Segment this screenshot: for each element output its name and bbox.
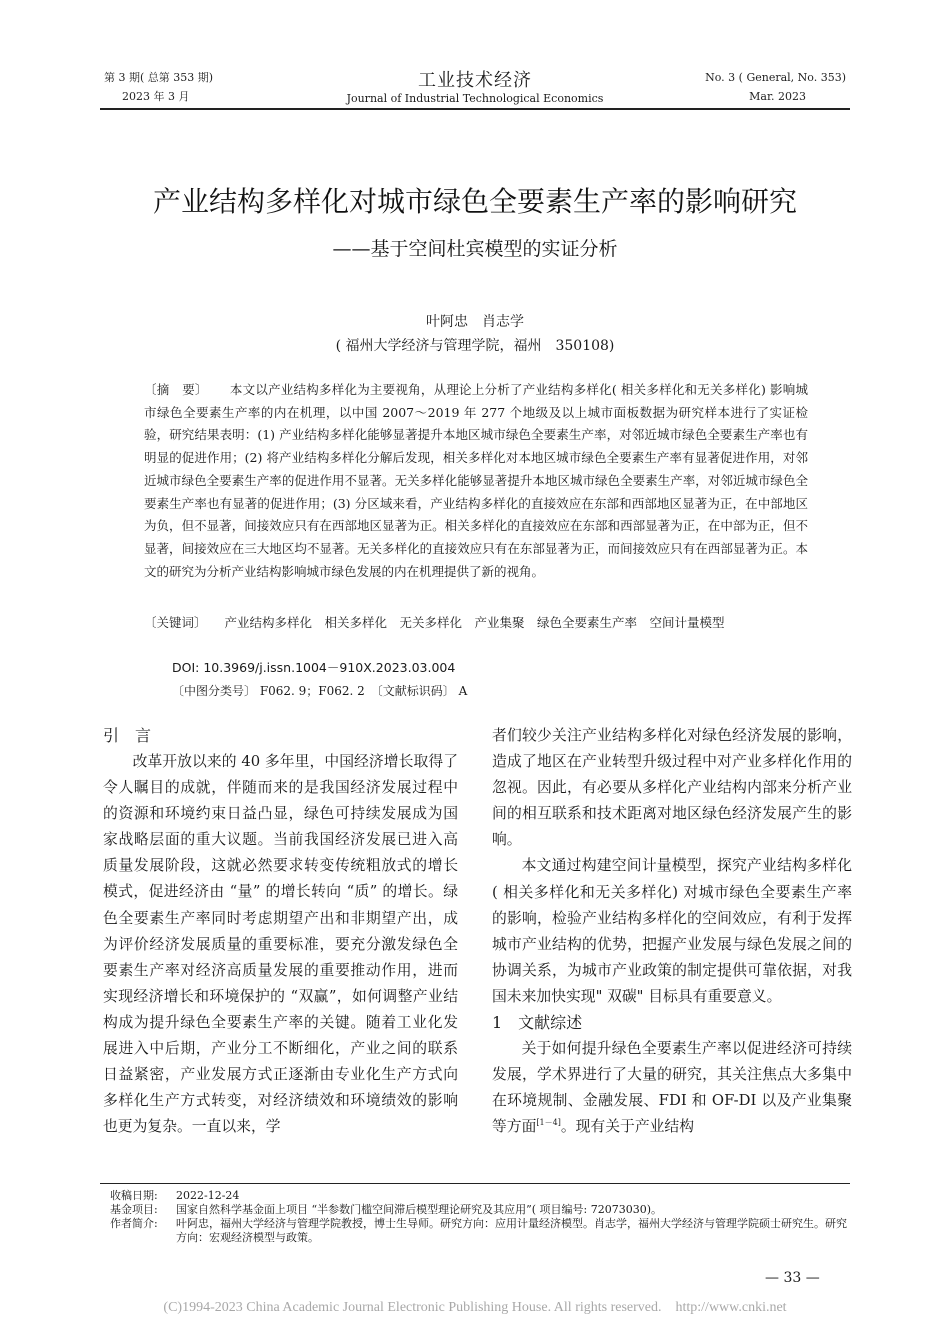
intro-paragraph-2: 本文通过构建空间计量模型，探究产业结构多样化( 相关多样化和无关多样化) 对城市绿色全要素生产率的影响，检验产业结构多样化的空间效应，有利于发挥城市产业结构的优势，把握产业发展与绿色发展之间的协调关系，为城市产业政策的制定提供可靠依据，对我国未来加快实现" 双碳" 目标具有重要意义。: [492, 857, 852, 1005]
keywords: [144, 612, 808, 635]
footnote-authors: [110, 1217, 855, 1245]
section1-heading: 1 文献综述: [492, 1013, 583, 1033]
keywords-text: 产业结构多样化 相关多样化 无关多样化 产业集聚 绿色全要素生产率 空间计量模型: [224, 615, 725, 630]
issue-date: 2023 年 3 月: [122, 90, 190, 103]
right-column: [492, 723, 852, 1140]
footnote-rule: [100, 1183, 850, 1184]
classification: 〔中图分类号〕 F062. 9；F062. 2 〔文献标识码〕 A: [172, 684, 468, 698]
article-subtitle: ——基于空间杜宾模型的实证分析: [332, 238, 618, 260]
intro-paragraph-cont: 者们较少关注产业结构多样化对绿色经济发展的影响，造成了地区在产业转型升级过程中对产业多样化作用的忽视。因此，有必要从多样化产业结构内部来分析产业间的相互联系和技术距离对地区绿色经济发展产生的影响。: [492, 727, 852, 849]
footnote-funding: [110, 1203, 855, 1217]
page-number: — 33 —: [765, 1270, 820, 1286]
left-column: [103, 723, 458, 1140]
intro-paragraph: 改革开放以来的 40 多年里，中国经济增长取得了令人瞩目的成就，伴随而来的是我国经济发展过程中的资源和环境约束日益凸显，绿色可持续发展成为国家战略层面的重大议题。当前我国经济发展已进入高质量发展阶段，这就必然要求转变传统粗放式的增长模式，促进经济由 “量” 的增长转向 “质” 的增长。绿色全要素生产率同时考虑期望产出和非期望产出，成为评价经济发展质量的重要标准，要充分激发绿色全要素生产率对经济高质量发展的重要推动作用，进而实现经济增长和环境保护的 “双赢”，如何调整产业结构成为提升绿色全要素生产率的关键。随着工业化发展进入中后期，产业分工不断细化，产业之间的联系日益紧密，产业发展方式正逐渐由专业化生产方式向多样化生产方式转变，对经济绩效和环境绩效的影响也更为复杂。一直以来，学: [103, 753, 458, 1136]
footnotes: [110, 1189, 855, 1245]
section1-paragraph: [492, 1036, 852, 1140]
authors: 叶阿忠 肖志学: [426, 314, 524, 330]
footnote-label: 基金项目:: [110, 1203, 158, 1216]
footnote-text: 国家自然科学基金面上项目 “半参数门槛空间滞后模型理论研究及其应用”( 项目编号: 72073030)。: [176, 1203, 663, 1216]
journal-title-cn: 工业技术经济: [418, 70, 532, 91]
copyright-notice: (C)1994-2023 China Academic Journal Electronic Publishing House. All rights reserved. http://www.cnki.net: [163, 1300, 787, 1315]
abstract: [144, 379, 808, 583]
doi: DOI: 10.3969/j.issn.1004－910X.2023.03.004: [172, 660, 456, 675]
footnote-text: 2022-12-24: [176, 1189, 240, 1202]
issue-info: 第 3 期( 总第 353 期): [104, 71, 214, 84]
footnote-text: 叶阿忠，福州大学经济与管理学院教授，博士生导师。研究方向：应用计量经济模型。肖志学，福州大学经济与管理学院硕士研究生。研究方向：宏观经济模型与政策。: [176, 1217, 847, 1244]
issue-info-en: No. 3 ( General, No. 353): [705, 71, 846, 84]
section1-text: 关于如何提升绿色全要素生产率以促进经济可持续发展，学术界进行了大量的研究，其关注焦点大多集中在环境规制、金融发展、FDI 和 OF-DI 以及产业集聚等方面: [492, 1040, 852, 1136]
abstract-text: 本文以产业结构多样化为主要视角，从理论上分析了产业结构多样化( 相关多样化和无关多样化) 影响城市绿色全要素生产率的内在机理，以中国 2007～2019 年 277 个地级及以上城市面板数据为研究样本进行了实证检验，研究结果表明：(1) 产业结构多样化能够显著提升本地区城市绿色全要素生产率，对邻近城市绿色全要素生产率也有明显的促进作用；(2) 将产业结构多样化分解后发现，相关多样化对本地区城市绿色全要素生产率有显著促进作用，对邻近城市绿色全要素生产率的促进作用不显著。无关多样化能够显著提升本地区城市绿色全要素生产率，对邻近城市绿色全要素生产率也有显著的促进作用；(3) 分区域来看，产业结构多样化的直接效应在东部和西部地区显著为正，在中部地区为负，但不显著，间接效应只有在西部地区显著为正。相关多样化的直接效应在东部和西部显著为正，在中部为正，但不显著，间接效应在三大地区均不显著。无关多样化的直接效应只有在东部显著为正，而间接效应只有在西部显著为正。本文的研究为分析产业结构影响城市绿色发展的内在机理提供了新的视角。: [144, 382, 808, 579]
article-title: 产业结构多样化对城市绿色全要素生产率的影响研究: [152, 185, 797, 218]
intro-heading: 引 言: [103, 726, 152, 745]
keywords-label: 〔关键词〕: [144, 615, 207, 630]
section1-text-tail: 。现有关于产业结构: [560, 1118, 695, 1136]
footnote-received: [110, 1189, 855, 1203]
issue-date-en: Mar. 2023: [749, 90, 806, 103]
header-rule: [100, 108, 850, 110]
footnote-label: 收稿日期:: [110, 1189, 158, 1202]
citation: [1－4]: [536, 1118, 561, 1128]
footnote-label: 作者简介:: [110, 1217, 158, 1230]
abstract-label: 〔摘 要〕: [144, 382, 208, 397]
journal-title-en: Journal of Industrial Technological Economics: [346, 92, 604, 105]
affiliation: ( 福州大学经济与管理学院，福州 350108): [335, 338, 615, 354]
